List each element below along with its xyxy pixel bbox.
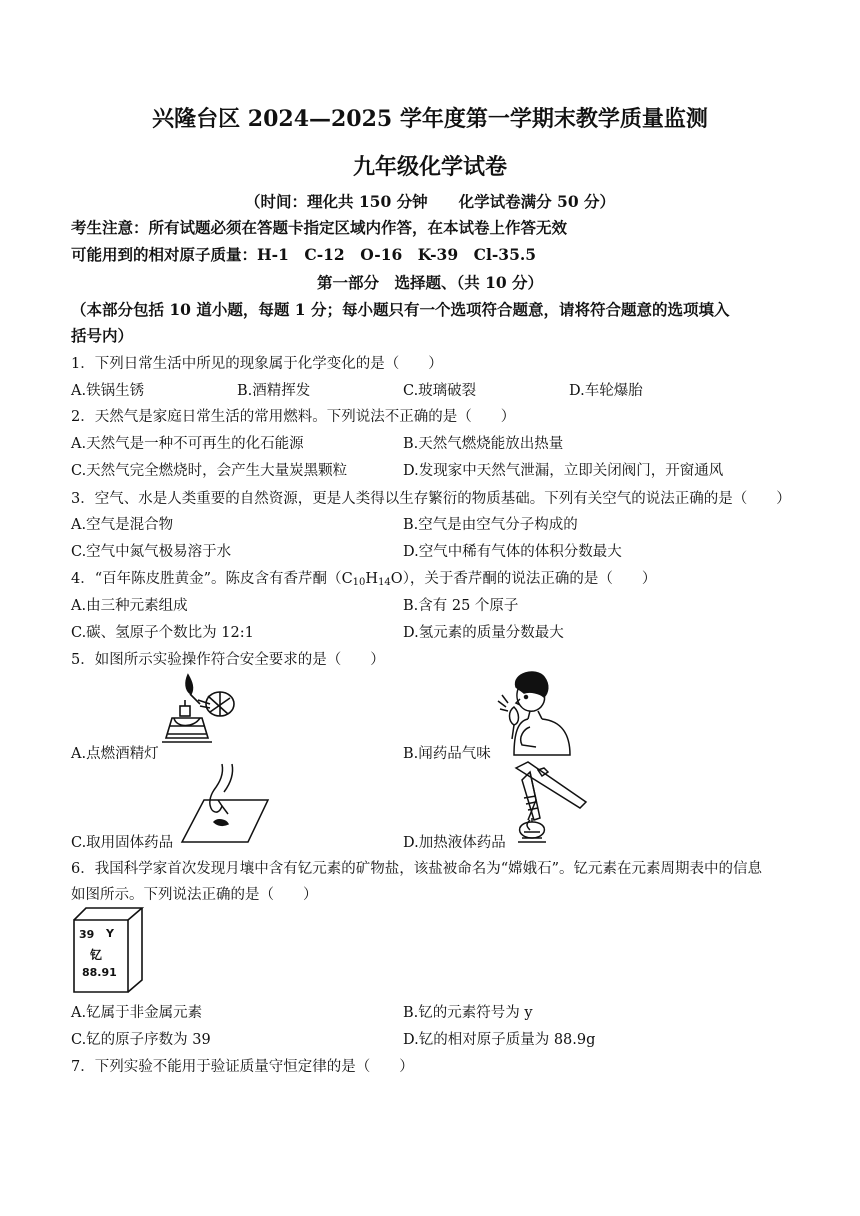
q2-stem: 2．天然气是家庭日常生活的常用燃料。下列说法不正确的是（ ） [71, 409, 516, 425]
q2-option-b: B.天然气燃烧能放出热量 [403, 436, 564, 452]
q5-option-d: D.加热液体药品 [403, 835, 506, 851]
q4-option-c: C.碳、氢原子个数比为 12:1 [71, 625, 254, 641]
q5-option-c: C.取用固体药品 [71, 835, 174, 851]
section-instructions-1: （本部分包括 10 道小题，每题 1 分；每小题只有一个选项符合题意，请将符合题意的选项填入 [71, 300, 730, 319]
q1-option-a: A.铁锅生锈 [71, 383, 145, 399]
q3-option-d: D.空气中稀有气体的体积分数最大 [403, 544, 622, 560]
q7-stem: 7．下列实验不能用于验证质量守恒定律的是（ ） [71, 1059, 414, 1075]
q5-stem: 5．如图所示实验操作符合安全要求的是（ ） [71, 652, 385, 668]
q2-option-d: D.发现家中天然气泄漏，立即关闭阀门，开窗通风 [403, 463, 724, 479]
q6-option-d: D.钇的相对原子质量为 88.9g [403, 1032, 596, 1048]
q1-stem: 1．下列日常生活中所见的现象属于化学变化的是（ ） [71, 356, 443, 372]
q2-option-a: A.天然气是一种不可再生的化石能源 [71, 436, 304, 452]
element-name: 钇 [90, 948, 103, 962]
alcohol-lamp-lighting-figure [158, 670, 243, 755]
q2-option-c: C.天然气完全燃烧时，会产生大量炭黑颗粒 [71, 463, 348, 479]
exam-subtitle: 九年级化学试卷 [352, 154, 507, 180]
q6-option-b: B.钇的元素符号为 y [403, 1005, 533, 1021]
exam-title: 兴隆台区 2024—2025 学年度第一学期末教学质量监测 [152, 106, 708, 132]
q3-option-b: B.空气是由空气分子构成的 [403, 517, 578, 533]
time-info: （时间：理化共 150 分钟 化学试卷满分 50 分） [244, 192, 615, 211]
q6-option-c: C.钇的原子序数为 39 [71, 1032, 211, 1048]
heating-liquid-figure [508, 760, 592, 852]
q6-option-a: A.钇属于非金属元素 [71, 1005, 203, 1021]
q6-stem-line1: 6．我国科学家首次发现月壤中含有钇元素的矿物盐，该盐被命名为“嫦娥石”。钇元素在元素周期表中的信息 [71, 861, 763, 877]
q4-option-a: A.由三种元素组成 [71, 598, 188, 614]
element-number: 39 [79, 928, 95, 941]
element-card [72, 906, 144, 994]
atomic-masses: 可能用到的相对原子质量：H-1 C-12 O-16 K-39 Cl-35.5 [71, 245, 537, 264]
section-title: 第一部分 选择题、（共 10 分） [316, 273, 544, 292]
solid-taking-figure [178, 760, 270, 845]
q6-stem-line2: 如图所示。下列说法正确的是（ ） [71, 887, 318, 903]
element-mass: 88.91 [82, 966, 117, 979]
q1-option-c: C.玻璃破裂 [403, 383, 477, 399]
boy-smelling-figure [478, 667, 578, 759]
element-card-box [72, 906, 144, 994]
q3-stem: 3．空气、水是人类重要的自然资源，更是人类得以生存繁衍的物质基础。下列有关空气的说法正确的是（ ） [71, 491, 791, 507]
q4-option-d: D.氢元素的质量分数最大 [403, 625, 564, 641]
q4-option-b: B.含有 25 个原子 [403, 598, 519, 614]
q4-formula: $C_{10}H_{14}O$ [341, 571, 403, 588]
q5-option-a: A.点燃酒精灯 [71, 746, 159, 762]
q1-option-b: B.酒精挥发 [237, 383, 311, 399]
notice: 考生注意：所有试题必须在答题卡指定区域内作答，在本试卷上作答无效 [71, 218, 568, 237]
q3-option-c: C.空气中氮气极易溶于水 [71, 544, 232, 560]
q5-option-b: B.闻药品气味 [403, 746, 491, 762]
element-symbol: Y [106, 927, 114, 940]
q1-option-d: D.车轮爆胎 [569, 383, 643, 399]
q3-option-a: A.空气是混合物 [71, 517, 174, 533]
q4-stem: 4．“百年陈皮胜黄金”。陈皮含有香芹酮$(C_{10}H_{14}O)$，关于香芹酮的说法正确的是（ ） [71, 571, 657, 588]
section-instructions-2: 括号内） [71, 326, 134, 345]
